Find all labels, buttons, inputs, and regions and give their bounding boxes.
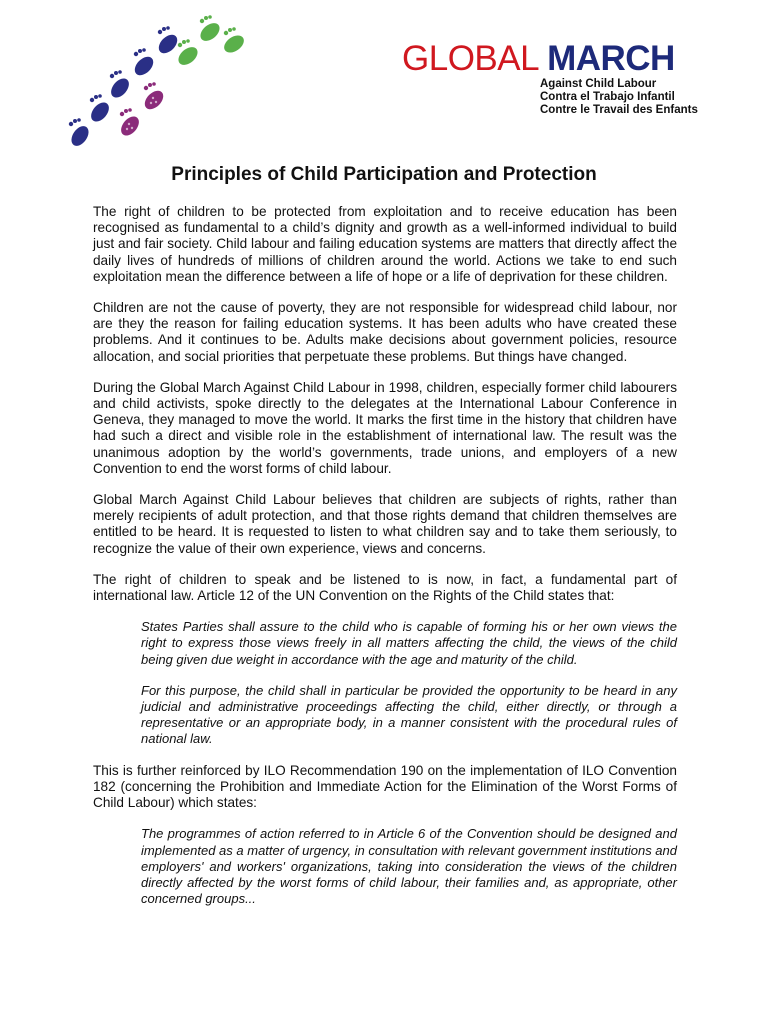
brand-block xyxy=(402,40,732,117)
footprints-icon xyxy=(58,8,258,153)
brand-march-text: MARCH xyxy=(547,39,675,78)
block-quote: States Parties shall assure to the child who is capable of forming his or her own views the right to express those views freely in all matters affecting the child, the views of the child being given due weight in accordance with the age and maturity of the child. xyxy=(141,619,677,667)
brand-subtitle-es: Contra el Trabajo Infantil xyxy=(540,91,675,103)
paragraph: This is further reinforced by ILO Recommendation 190 on the implementation of ILO Convention 182 (concerning the Prohibition and Immediate Action for the Elimination of the Worst Forms of Child Labour) which states: xyxy=(93,762,677,811)
brand-subtitle-fr: Contre le Travail des Enfants xyxy=(540,104,698,116)
brand-subtitle-en: Against Child Labour xyxy=(540,78,657,90)
paragraph: Children are not the cause of poverty, they are not responsible for widespread child labour, nor are they the reason for failing education systems. It has been adults who have created these problems. And it continues to be. Adults make decisions about government policies, resource allocation, and social priorities that perpetuate these problems. But things have changed. xyxy=(93,300,677,364)
brand-global-text: GLOBAL xyxy=(402,39,540,78)
paragraph: The right of children to be protected from exploitation and to receive education has been recognised as fundamental to a child’s dignity and growth as a well-informed individual to build just and fair society. Child labour and failing education systems are matters that directly affect the daily lives of hundreds of millions of children around the world. Actions we take to end such exploitation mean the difference between a life of hope or a life of deprivation for these children. xyxy=(93,204,677,284)
paragraph: The right of children to speak and be listened to is now, in fact, a fundamental part of international law. Article 12 of the UN Convention on the Rights of the Child states that: xyxy=(93,571,677,604)
paragraph: Global March Against Child Labour believes that children are subjects of rights, rather than merely recipients of adult protection, and that those rights demand that children themselves are entitled to be heard. It is requested to listen to what children say and to take them seriously, to recognize the value of their own experience, views and concerns. xyxy=(93,492,677,556)
block-quote: The programmes of action referred to in Article 6 of the Convention should be designed and implemented as a matter of urgency, in consultation with relevant government institutions and employers' and workers' organizations, taking into consideration the views of the children directly affected by the worst forms of child labour, their families and, as appropriate, other concerned groups... xyxy=(141,826,677,907)
brand-title xyxy=(402,40,732,78)
document-title: Principles of Child Participation and Protection xyxy=(171,164,597,185)
paragraph: During the Global March Against Child Labour in 1998, children, especially former child labourers and child activists, spoke directly to the delegates at the International Labour Conference in Geneva, they managed to move the world. It marks the first time in the history that children have had such a direct and visible role in the establishment of international law. The result was the unanimous adoption by the world’s governments, trade unions, and employers of a new Convention to end the worst forms of child labour. xyxy=(93,379,677,476)
letterhead xyxy=(0,0,768,160)
document-body xyxy=(93,204,677,922)
block-quote: For this purpose, the child shall in particular be provided the opportunity to be heard in any judicial and administrative proceedings affecting the child, either directly, or through a representative or an appropriate body, in a manner consistent with the procedural rules of national law. xyxy=(141,682,677,747)
